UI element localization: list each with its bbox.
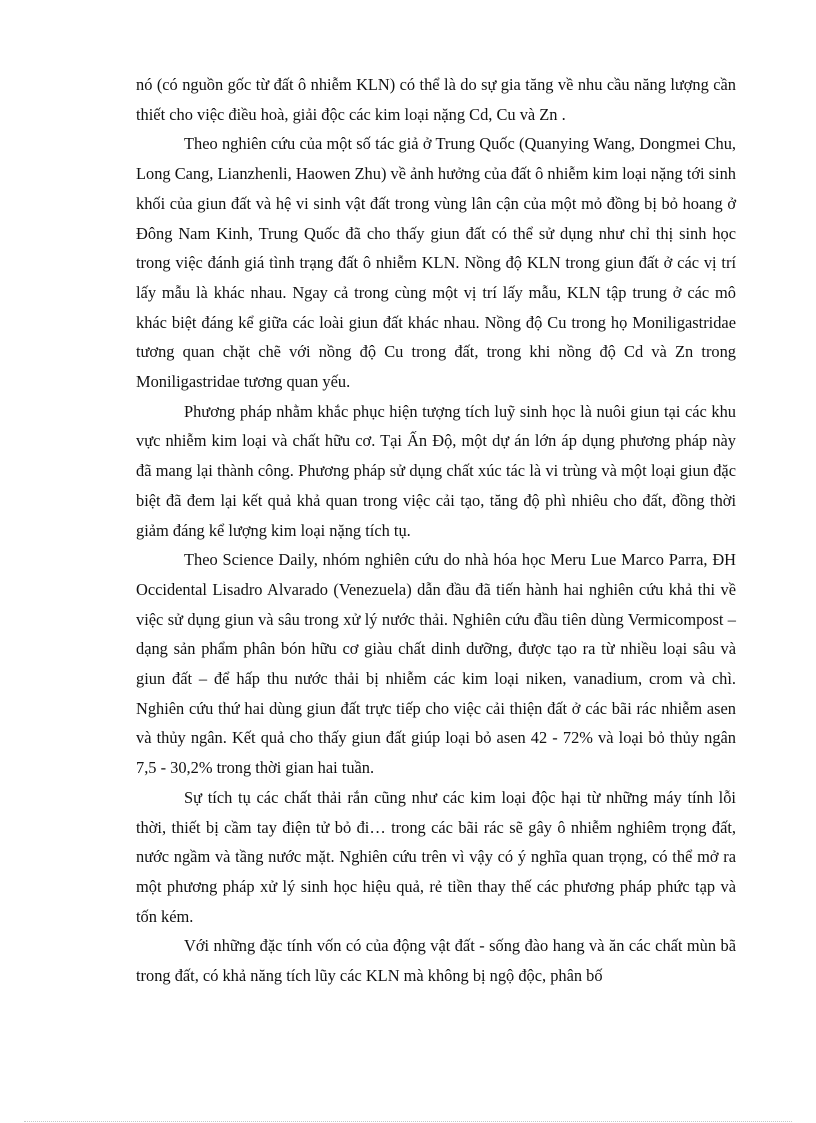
paragraph-3: Phương pháp nhằm khắc phục hiện tượng tích luỹ sinh học là nuôi giun tại các khu vực nhiễm kim loại và chất hữu cơ. Tại Ấn Độ, một dự án lớn áp dụng phương pháp này đã mang lại thành công. Phương pháp sử dụng chất xúc tác là vi trùng và một loại giun đặc biệt đã đem lại kết quả khả quan trong việc cải tạo, tăng độ phì nhiêu cho đất, đồng thời giảm đáng kể lượng kim loại nặng tích tụ.: [136, 401, 736, 540]
paragraph-6: Với những đặc tính vốn có của động vật đất - sống đào hang và ăn các chất mùn bã trong đất, có khả năng tích lũy các KLN mà không bị ngộ độc, phân bố: [136, 936, 736, 986]
paragraph-5: Sự tích tụ các chất thải rắn cũng như các kim loại độc hại từ những máy tính lỗi thời, thiết bị cầm tay điện tử bỏ đi… trong các bãi rác sẽ gây ô nhiễm nghiêm trọng đất, nước ngầm và tầng nước mặt. Nghiên cứu trên vì vậy có ý nghĩa quan trọng, có thể mở ra một phương pháp xử lý sinh học hiệu quả, rẻ tiền thay thế các phương pháp phức tạp và tốn kém.: [136, 787, 736, 926]
paragraph-2: Theo nghiên cứu của một số tác giả ở Trung Quốc (Quanying Wang, Dongmei Chu, Long Cang, Lianzhenli, Haowen Zhu) về ảnh hưởng của đất ô nhiễm kim loại nặng tới sinh khối của giun đất và hệ vi sinh vật đất trong vùng lân cận của một mỏ đồng bị bỏ hoang ở Đông Nam Kinh, Trung Quốc đã cho thấy giun đất có thể sử dụng như chỉ thị sinh học trong việc đánh giá tình trạng đất ô nhiễm KLN. Nồng độ KLN trong giun đất ở các vị trí lấy mẫu là khác nhau. Ngay cả trong cùng một vị trí lấy mẫu, KLN tập trung ở các mô khác biệt đáng kể giữa các loài giun đất khác nhau. Nồng độ Cu trong họ Moniligastridae tương quan chặt chẽ với nồng độ Cu trong đất, trong khi nồng độ Cd và Zn trong Moniligastridae tương quan yếu.: [136, 134, 736, 392]
paragraph-1: nó (có nguồn gốc từ đất ô nhiễm KLN) có thể là do sự gia tăng về nhu cầu năng lượng cần thiết cho việc điều hoà, giải độc các kim loại nặng Cd, Cu và Zn .: [136, 75, 736, 124]
page-bottom-divider: [24, 1121, 792, 1122]
paragraph-4: Theo Science Daily, nhóm nghiên cứu do nhà hóa học Meru Lue Marco Parra, ĐH Occidental Lisadro Alvarado (Venezuela) dẫn đầu đã tiến hành hai nghiên cứu khả thi về việc sử dụng giun và sâu trong xử lý nước thải. Nghiên cứu đầu tiên dùng Vermicompost – dạng sản phẩm phân bón hữu cơ giàu chất dinh dưỡng, được tạo ra từ nhiều loại sâu và giun đất – để hấp thu nước thải bị nhiễm các kim loại niken, vanadium, crom và chì. Nghiên cứu thứ hai dùng giun đất trực tiếp cho việc cải thiện đất ở các bãi rác nhiễm asen và thủy ngân. Kết quả cho thấy giun đất giúp loại bỏ asen 42 - 72% và loại bỏ thủy ngân 7,5 - 30,2% trong thời gian hai tuần.: [136, 550, 736, 778]
body-text: [136, 70, 736, 991]
